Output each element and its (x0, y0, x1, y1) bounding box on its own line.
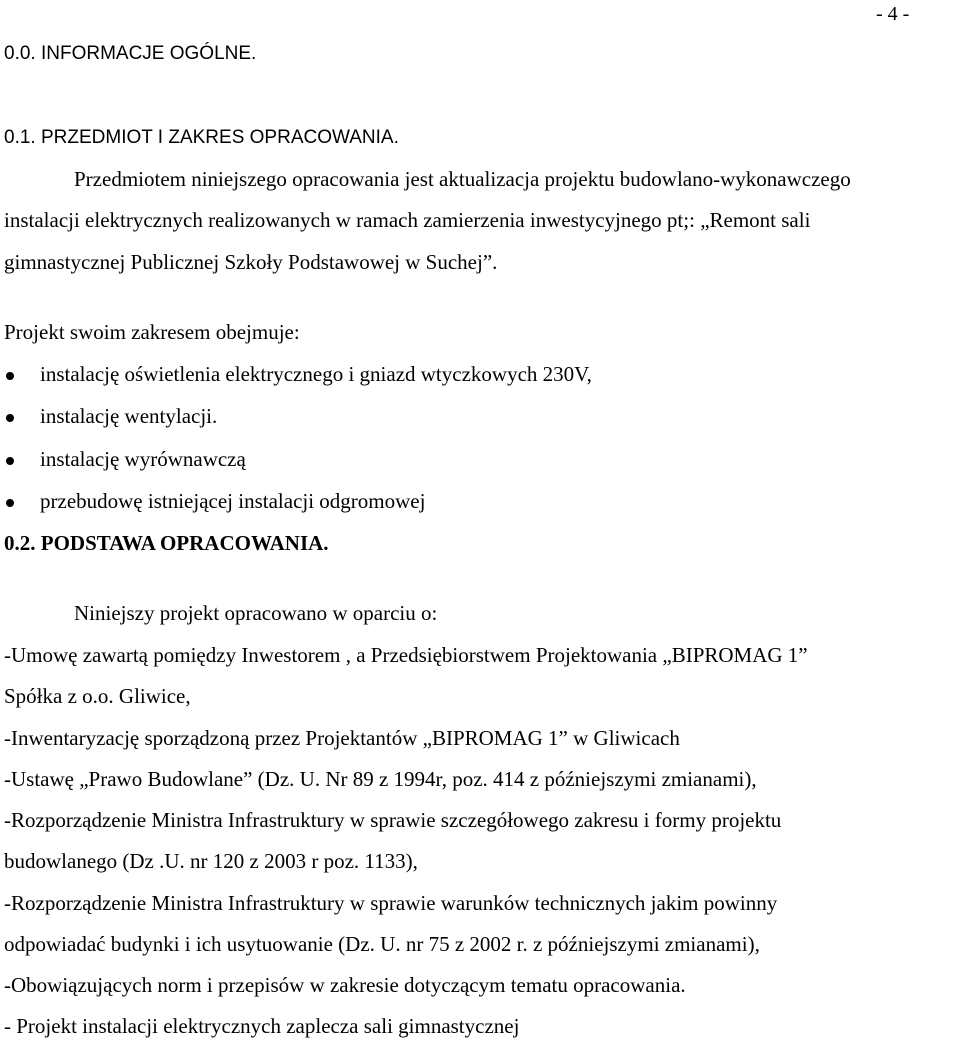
basis-line-6: budowlanego (Dz .U. nr 120 z 2003 r poz. 1133), (4, 849, 418, 873)
intro-line-3: gimnastycznej Publicznej Szkoły Podstawowej w Suchej”. (4, 250, 498, 274)
scope-item-text: przebudowę istniejącej instalacji odgromowej (40, 489, 426, 513)
scope-item-text: instalację oświetlenia elektrycznego i gniazd wtyczkowych 230V, (40, 362, 592, 386)
heading-informacje-ogolne: 0.0. INFORMACJE OGÓLNE. (4, 43, 257, 64)
basis-line-1: -Umowę zawartą pomiędzy Inwestorem , a Przedsiębiorstwem Projektowania „BIPROMAG 1” (4, 643, 808, 667)
intro-line-2: instalacji elektrycznych realizowanych w ramach zamierzenia inwestycyjnego pt;: „Remont sali (4, 208, 811, 232)
bullet-icon (6, 372, 14, 380)
page-number: - 4 - (876, 3, 910, 25)
bullet-icon (6, 457, 14, 465)
scope-item-text: instalację wentylacji. (40, 404, 218, 428)
intro-line-1: Przedmiotem niniejszego opracowania jest aktualizacja projektu budowlano-wykonawczego (74, 167, 851, 191)
basis-line-10: - Projekt instalacji elektrycznych zaplecza sali gimnastycznej (4, 1014, 520, 1038)
basis-line-4: -Ustawę „Prawo Budowlane” (Dz. U. Nr 89 z 1994r, poz. 414 z późniejszymi zmianami), (4, 767, 757, 791)
basis-line-2: Spółka z o.o. Gliwice, (4, 684, 191, 708)
bullet-icon (6, 499, 14, 507)
basis-line-9: -Obowiązujących norm i przepisów w zakresie dotyczącym tematu opracowania. (4, 973, 686, 997)
basis-line-7: -Rozporządzenie Ministra Infrastruktury w sprawie warunków technicznych jakim powinny (4, 891, 778, 915)
basis-line-8: odpowiadać budynki i ich usytuowanie (Dz. U. nr 75 z 2002 r. z późniejszymi zmianami), (4, 932, 760, 956)
basis-line-5: -Rozporządzenie Ministra Infrastruktury w sprawie szczegółowego zakresu i formy projektu (4, 808, 782, 832)
basis-intro: Niniejszy projekt opracowano w oparciu o: (74, 601, 438, 625)
heading-przedmiot-i-zakres: 0.1. PRZEDMIOT I ZAKRES OPRACOWANIA. (4, 127, 399, 148)
scope-heading: Projekt swoim zakresem obejmuje: (4, 320, 300, 344)
bullet-icon (6, 414, 14, 422)
basis-line-3: -Inwentaryzację sporządzoną przez Projektantów „BIPROMAG 1” w Gliwicach (4, 726, 680, 750)
heading-podstawa-opracowania: 0.2. PODSTAWA OPRACOWANIA. (4, 531, 329, 555)
scope-item-text: instalację wyrównawczą (40, 447, 246, 471)
